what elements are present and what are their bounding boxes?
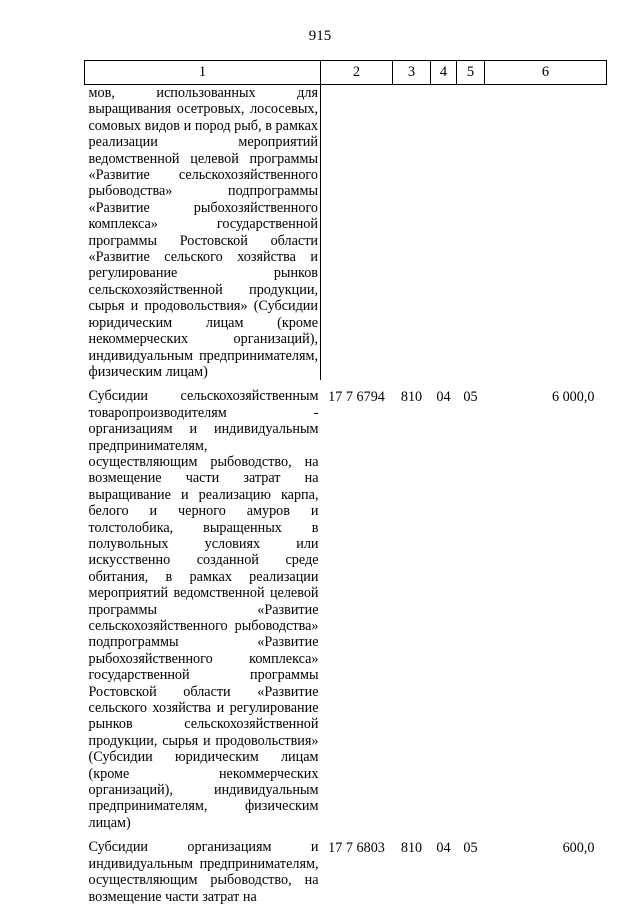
description-text: мов, использованных для выращивания осетровых, лососевых, сомовых видов и пород рыб, в рамках реализации мероприятий ведомственной целевой программы «Развитие сельскохозяйственного рыбоводства» подпрограммы «Развитие рыбохозяйственного комплекса» государственной программы Ростовской области «Развитие сельского хозяйства и регулирование рынков сельскохозяйственной продукции, сырья и продовольствия» (Субсидии юридическим лицам (кроме некоммерческих организаций), индивидуальным предпринимателям, физическим лицам)	[88, 85, 318, 380]
column-header-3: 3	[393, 61, 431, 85]
row-rz: 04	[436, 840, 451, 857]
row-rz	[431, 85, 457, 381]
column-header-2: 2	[321, 61, 393, 85]
column-header-1: 1	[85, 61, 321, 85]
table-row	[85, 380, 607, 831]
description-text: Субсидии организациям и индивидуальным предпринимателям, осуществляющим рыбоводство, на возмещение части затрат на	[88, 839, 319, 905]
row-csr: 17 7 6803	[328, 840, 385, 857]
row-csr: 17 7 6794	[328, 389, 385, 406]
description-text: Субсидии сельскохозяйственным товаропроизводителям - организациям и индивидуальным предпринимателям, осуществляющим рыбоводство, на возмещение части затрат на выращивание и реализацию карпа, белого и черного амуров и толстолобика, выращенных в полувольных условиях или искусственно созданной среде обитания, в рамках реализации мероприятий ведомственной целевой программы «Развитие сельскохозяйственного рыбоводства» подпрограммы «Развитие рыбохозяйственного комплекса» государственной программы Ростовской области «Развитие сельского хозяйства и регулирование рынков сельскохозяйственной продукции, сырья и продовольствия» (Субсидии юридическим лицам (кроме некоммерческих организаций), индивидуальным предпринимателям, физическим лицам)	[88, 388, 319, 831]
row-amount: 6 000,0	[551, 389, 595, 406]
table-row	[85, 85, 607, 381]
row-amount	[485, 85, 607, 381]
header-row	[85, 61, 607, 85]
row-vr: 810	[400, 389, 423, 406]
column-header-6: 6	[485, 61, 607, 85]
row-amount: 600,0	[562, 840, 595, 857]
page-number: 915	[308, 28, 332, 44]
column-header-5: 5	[457, 61, 485, 85]
row-description	[85, 831, 321, 905]
row-description	[85, 380, 321, 831]
row-pr: 05	[463, 389, 478, 406]
row-csr	[321, 85, 393, 381]
column-header-4: 4	[431, 61, 457, 85]
row-vr: 810	[400, 840, 423, 857]
row-description	[85, 85, 321, 381]
table-row	[85, 831, 607, 905]
row-vr	[393, 85, 431, 381]
budget-table	[84, 60, 607, 905]
row-rz: 04	[436, 389, 451, 406]
row-pr: 05	[463, 840, 478, 857]
row-pr	[457, 85, 485, 381]
